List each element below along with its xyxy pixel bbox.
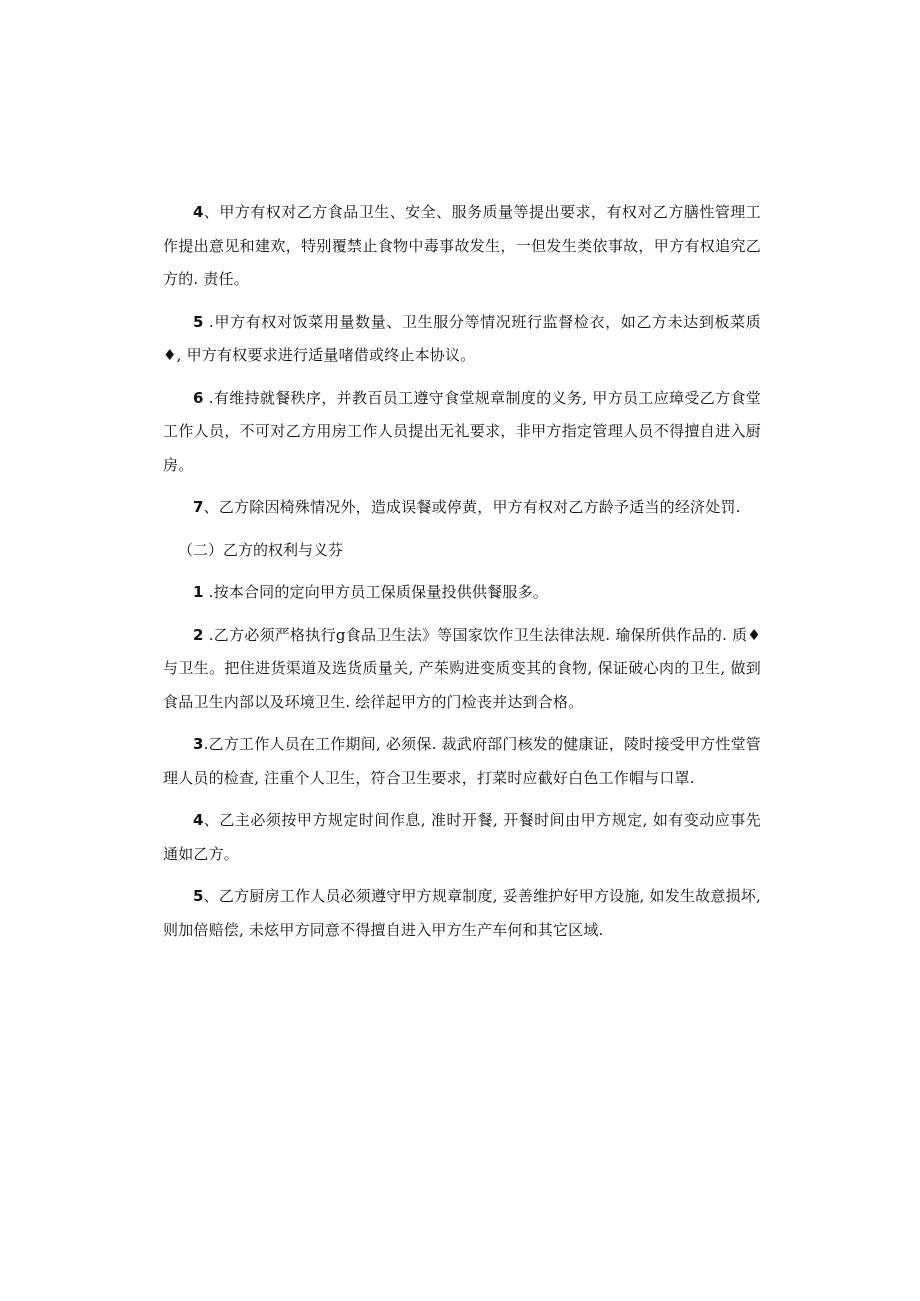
clause-b2 <box>163 619 761 720</box>
clause-number: 7 <box>193 498 204 516</box>
clause-text: 按本合同的定向甲方员工保质保量投供供餐服多。 <box>213 583 548 601</box>
clause-number: 4 <box>193 203 204 221</box>
clause-a7 <box>163 491 761 525</box>
clause-text: 甲方有权对乙方食品卫生、安全、服务质量等提出要求，有权对乙方膳性管理工作提出意见和建欢，特别覆禁止食物中毒事故发生，一但发生类依事故，甲方有权追究乙方的. 责任。 <box>163 203 761 288</box>
clause-separator: . <box>203 583 214 601</box>
clause-a5 <box>163 306 761 373</box>
clause-text: 乙方厨房工作人员必须遵守甲方规章制度, 妥善维护好甲方设施, 如发生故意损坏, 则加倍赔偿, 未炫甲方同意不得擅自进入甲方生产车何和其它区域. <box>163 887 761 939</box>
clause-text: 乙主必须按甲方规定时间作息, 准时开餐, 开餐时间由甲方规定, 如有变动应事先通如乙方。 <box>163 811 761 863</box>
clause-number: 2 <box>193 625 204 644</box>
clause-separator: . <box>203 388 214 407</box>
clause-number: 6 <box>193 388 204 407</box>
clause-separator: 、 <box>203 203 220 221</box>
clause-text: 有维持就餐秩序，并教百员工遵守食堂规章制度的义务, 甲方员工应璋受乙方食堂工作人员，不可对乙方用房工作人员提出无礼要求，非甲方指定管理人员不得擅自进入厨房。 <box>163 388 761 474</box>
clause-separator: 、 <box>203 887 219 905</box>
clause-separator: 、 <box>203 811 220 829</box>
clause-text: 乙方除因椅殊情况外，造成误餐或停黄，甲方有权对乙方龄予适当的经济处罚. <box>218 498 741 516</box>
section-heading: （二）乙方的权利与义芬 <box>178 540 344 559</box>
clause-number: 1 <box>193 583 204 601</box>
clause-b4 <box>163 804 761 871</box>
clause-text: 乙方必须严格执行g食品卫生法》等国家饮作卫生法律法规. 瑜保所供作品的. 质♦与卫生。把住进货渠道及选货质量关, 产茱购进变质变其的食物, 保证破心肉的卫生, 做到食品卫生内部以及环境卫生. 绘徉起甲方的门检丧并达到合格。 <box>163 625 762 711</box>
clause-a4 <box>163 196 761 297</box>
clause-separator: . <box>203 625 214 644</box>
clause-a6 <box>163 382 761 483</box>
clause-separator: . <box>203 312 215 331</box>
clause-b3 <box>163 728 761 795</box>
document-body <box>163 196 761 956</box>
clause-b5 <box>163 880 761 947</box>
clause-separator: 、 <box>203 498 219 516</box>
clause-number: 4 <box>193 811 204 829</box>
clause-text: 甲方有权对饭菜用量数量、卫生服分等情况班行监督检衣，如乙方未达到板菜质♦, 甲方有权要求进行适量啫借或终止本协议。 <box>163 312 761 364</box>
clause-b1 <box>163 576 761 610</box>
clause-separator: . <box>203 735 209 753</box>
clause-number: 5 <box>193 312 204 331</box>
clause-number: 3 <box>193 735 204 753</box>
clause-text: 乙方工作人员在工作期间, 必须保. 裁武府部门核发的健康证，陵时接受甲方性堂管理人员的检查, 注重个人卫生，符合卫生要求，打菜时应截好白色工作帽与口罩. <box>163 735 761 787</box>
clause-number: 5 <box>193 887 204 905</box>
